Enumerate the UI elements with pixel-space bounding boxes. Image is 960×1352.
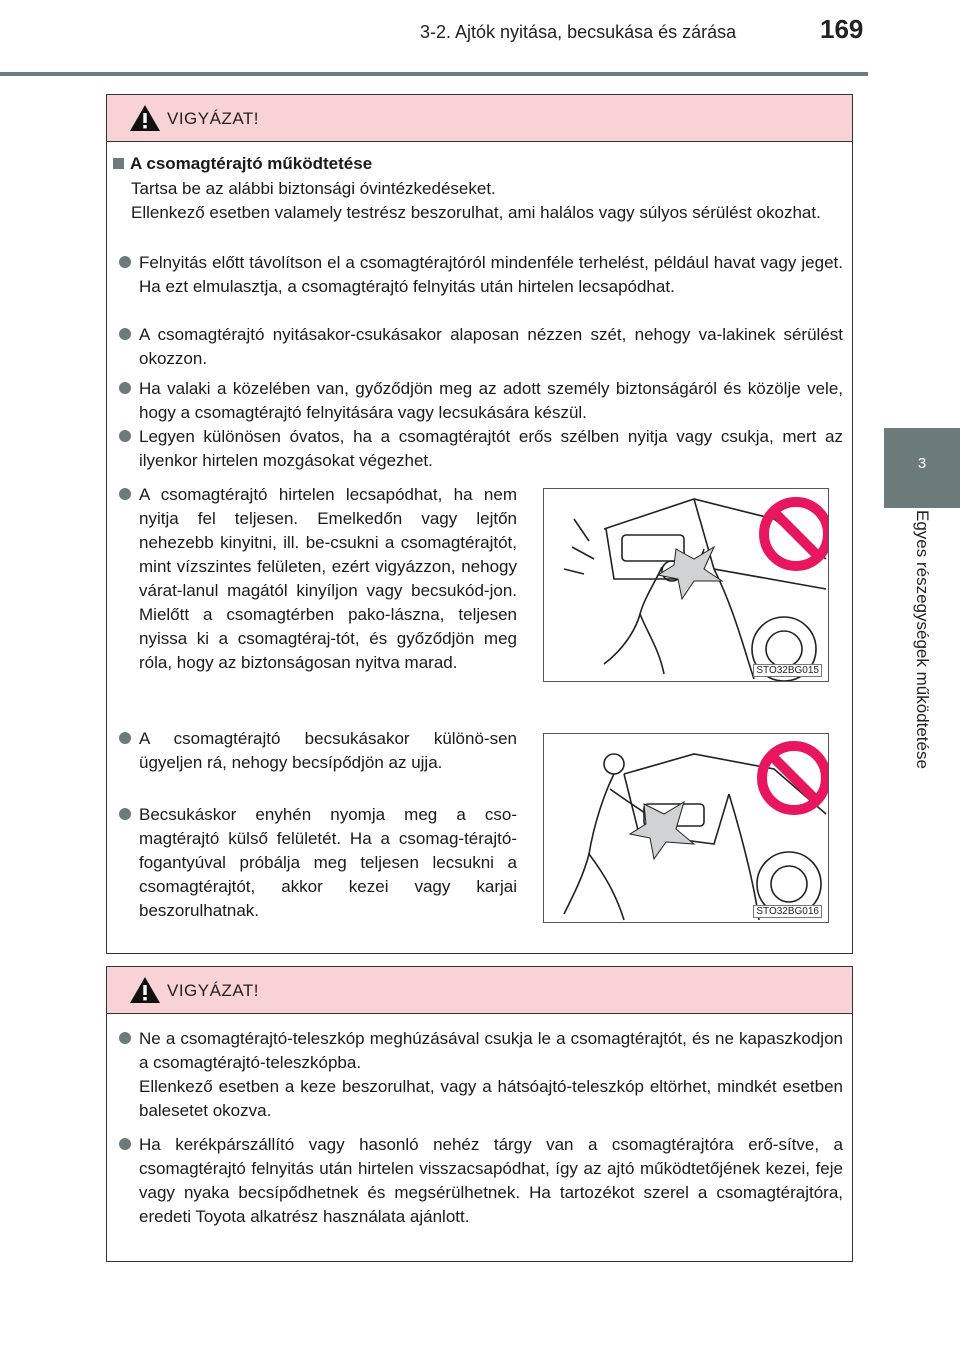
chapter-tab <box>884 428 960 508</box>
intro-text-2: Ellenkező esetben valamely testrész beszorulhat, ami halálos vagy súlyos sérülést okozhat. <box>131 203 821 222</box>
bullet-dot-icon <box>119 256 131 268</box>
page-number: 169 <box>820 14 864 44</box>
header-rule <box>0 72 868 76</box>
image-code: STO32BG016 <box>753 905 822 918</box>
bullet-dot-icon <box>119 430 131 442</box>
chapter-number: 3 <box>917 455 927 472</box>
bullet-item: A csomagtérajtó hirtelen lecsapódhat, ha nem nyitja fel teljesen. Emelkedőn vagy lejtőn nehezebb kinyitni, ill. be-csukni a csomagtérajtót, mint vízszintes felületen, ezért vigyázzon, nehogy várat-lanul magától kinyíljon vagy becsukód-jon. Mielőtt a csomagtérben pako-lászna, teljesen nyissa ki a csomagtéraj-tót, és győződjön meg róla, hogy az biztonságosan nyitva marad. <box>119 483 517 675</box>
bullet-dot-icon <box>119 1138 131 1150</box>
warning-label: VIGYÁZAT! <box>167 981 260 1000</box>
bullet-item: Ha kerékpárszállító vagy hasonló nehéz tárgy van a csomagtérajtóra erő-sítve, a csomagtérajtó felnyitás után hirtelen visszacsapódhat, így az ajtó működtetőjének kezei, feje vagy nyaka becsípődhetnek és megsérülhetnek. Ha tartozékot szerel a csomagtérajtóra, eredeti Toyota alkatrész használata ajánlott. <box>119 1133 843 1229</box>
bullet-item: Legyen különösen óvatos, ha a csomagtérajtót erős szélben nyitja vagy csukja, mert az ilyenkor hirtelen mozgásokat végezhet. <box>119 425 843 473</box>
car-tailgate-person-illustration <box>544 489 828 681</box>
warning-box-2 <box>106 966 853 1262</box>
bullet-dot-icon <box>119 382 131 394</box>
section-heading: A csomagtérajtó működtetése <box>113 153 372 175</box>
finger-pinch-illustration <box>544 734 828 922</box>
bullet-dot-icon <box>119 732 131 744</box>
bullet-item: Becsukáskor enyhén nyomja meg a cso-magtérajtó külső felületét. Ha a csomag-térajtó-fogantyúval próbálja meg teljesen lecsukni a csomagtérajtót, akkor kezei vagy karjai beszorulhatnak. <box>119 803 517 923</box>
warning-header <box>107 95 852 142</box>
bullet-dot-icon <box>119 1032 131 1044</box>
square-bullet-icon <box>113 158 124 169</box>
prohibition-icon <box>762 746 826 810</box>
chapter-title-vertical <box>886 510 958 840</box>
bullet-dot-icon <box>119 488 131 500</box>
illustration-tailgate-slam <box>543 488 829 682</box>
illustration-finger-pinch <box>543 733 829 923</box>
intro-text-1: Tartsa be az alábbi biztonsági óvintézkedéseket. <box>131 179 496 198</box>
chapter-title: Egyes részegységek működtetése <box>913 510 932 769</box>
prohibition-icon <box>764 502 828 566</box>
warning-triangle-icon <box>129 975 161 1005</box>
warning-header <box>107 967 852 1014</box>
bullet-item: Ha valaki a közelében van, győződjön meg az adott személy biztonságáról és közölje vele, hogy a csomagtérajtó felnyitására vagy lecsukására készül. <box>119 377 843 425</box>
warning-label: VIGYÁZAT! <box>167 109 260 128</box>
bullet-item: A csomagtérajtó becsukásakor különö-sen ügyeljen rá, nehogy becsípődjön az ujja. <box>119 727 517 775</box>
bullet-dot-icon <box>119 808 131 820</box>
bullet-item: A csomagtérajtó nyitásakor-csukásakor alaposan nézzen szét, nehogy va-lakinek sérülést okozzon. <box>119 323 843 371</box>
bullet-item: Ne a csomagtérajtó-teleszkóp meghúzásával csukja le a csomagtérajtót, és ne kapaszkodjon a csomagtérajtó-teleszkópba. <box>119 1027 843 1075</box>
bullet-continuation: Ellenkező esetben a keze beszorulhat, vagy a hátsóajtó-teleszkóp eltörhet, mindkét esetben balesetet okozva. <box>139 1077 843 1120</box>
warning-triangle-icon <box>129 103 161 133</box>
bullet-item: Felnyitás előtt távolítson el a csomagtérajtóról mindenféle terhelést, például havat vagy jeget. Ha ezt elmulasztja, a csomagtérajtó felnyitás után hirtelen lecsapódhat. <box>119 251 843 299</box>
warning-box-1 <box>106 94 853 954</box>
section-title: 3-2. Ajtók nyitása, becsukása és zárása <box>420 22 737 42</box>
image-code: STO32BG015 <box>753 664 822 677</box>
bullet-dot-icon <box>119 328 131 340</box>
